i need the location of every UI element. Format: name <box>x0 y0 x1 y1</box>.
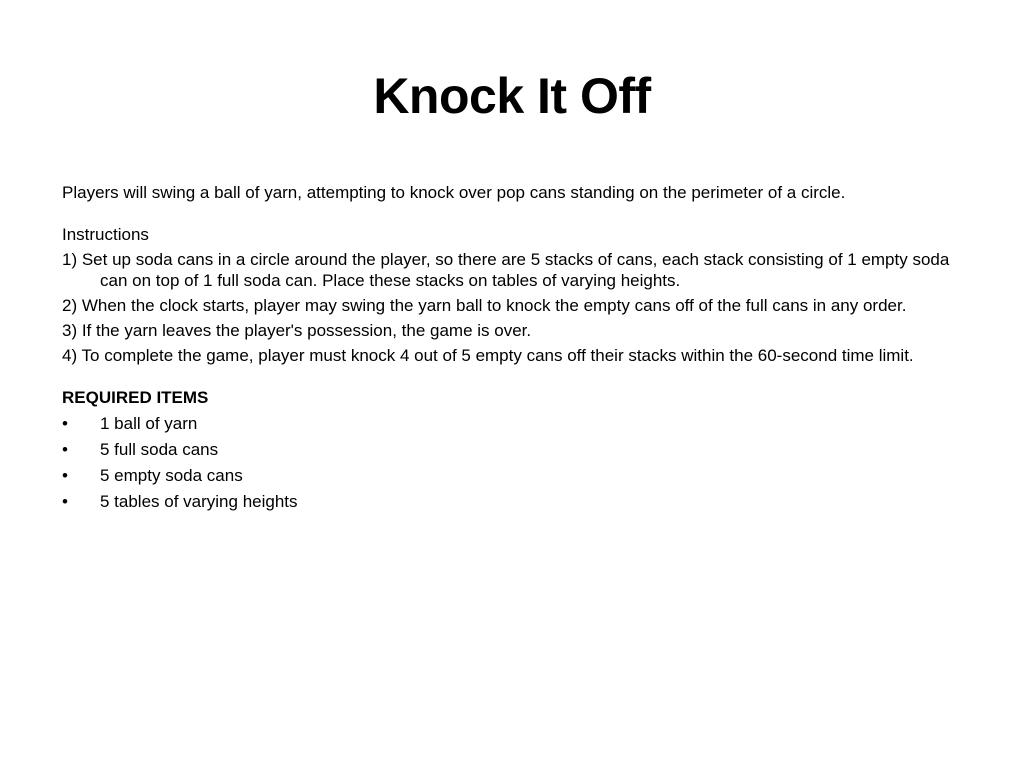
required-item <box>62 491 962 512</box>
bullet-icon: • <box>62 492 68 511</box>
instructions-label: Instructions <box>62 225 149 244</box>
required-item-label: 5 empty soda cans <box>100 466 243 485</box>
instruction-step-1: 1) Set up soda cans in a circle around the player, so there are 5 stacks of cans, each stack consisting of 1 empty soda can on top of 1 full soda can. Place these stacks on tables of varying heights. <box>62 250 950 290</box>
required-item-label: 5 full soda cans <box>100 440 219 459</box>
required-item <box>62 465 962 486</box>
bullet-icon: • <box>62 440 68 459</box>
required-item <box>62 413 962 434</box>
required-item-label: 1 ball of yarn <box>100 414 198 433</box>
intro-text: Players will swing a ball of yarn, attempting to knock over pop cans standing on the perimeter of a circle. <box>62 183 846 202</box>
required-items-heading: REQUIRED ITEMS <box>62 388 209 407</box>
bullet-icon: • <box>62 414 68 433</box>
required-item <box>62 439 962 460</box>
instruction-step-4: 4) To complete the game, player must knock 4 out of 5 empty cans off their stacks within the 60-second time limit. <box>62 346 914 365</box>
instruction-step-2: 2) When the clock starts, player may swing the yarn ball to knock the empty cans off of the full cans in any order. <box>62 296 907 315</box>
slide-body <box>62 182 962 517</box>
spacer <box>62 207 962 224</box>
slide-title: Knock It Off <box>373 68 651 124</box>
required-item-label: 5 tables of varying heights <box>100 492 298 511</box>
spacer <box>62 370 962 387</box>
instruction-step-3: 3) If the yarn leaves the player's possession, the game is over. <box>62 321 532 340</box>
bullet-icon: • <box>62 466 68 485</box>
